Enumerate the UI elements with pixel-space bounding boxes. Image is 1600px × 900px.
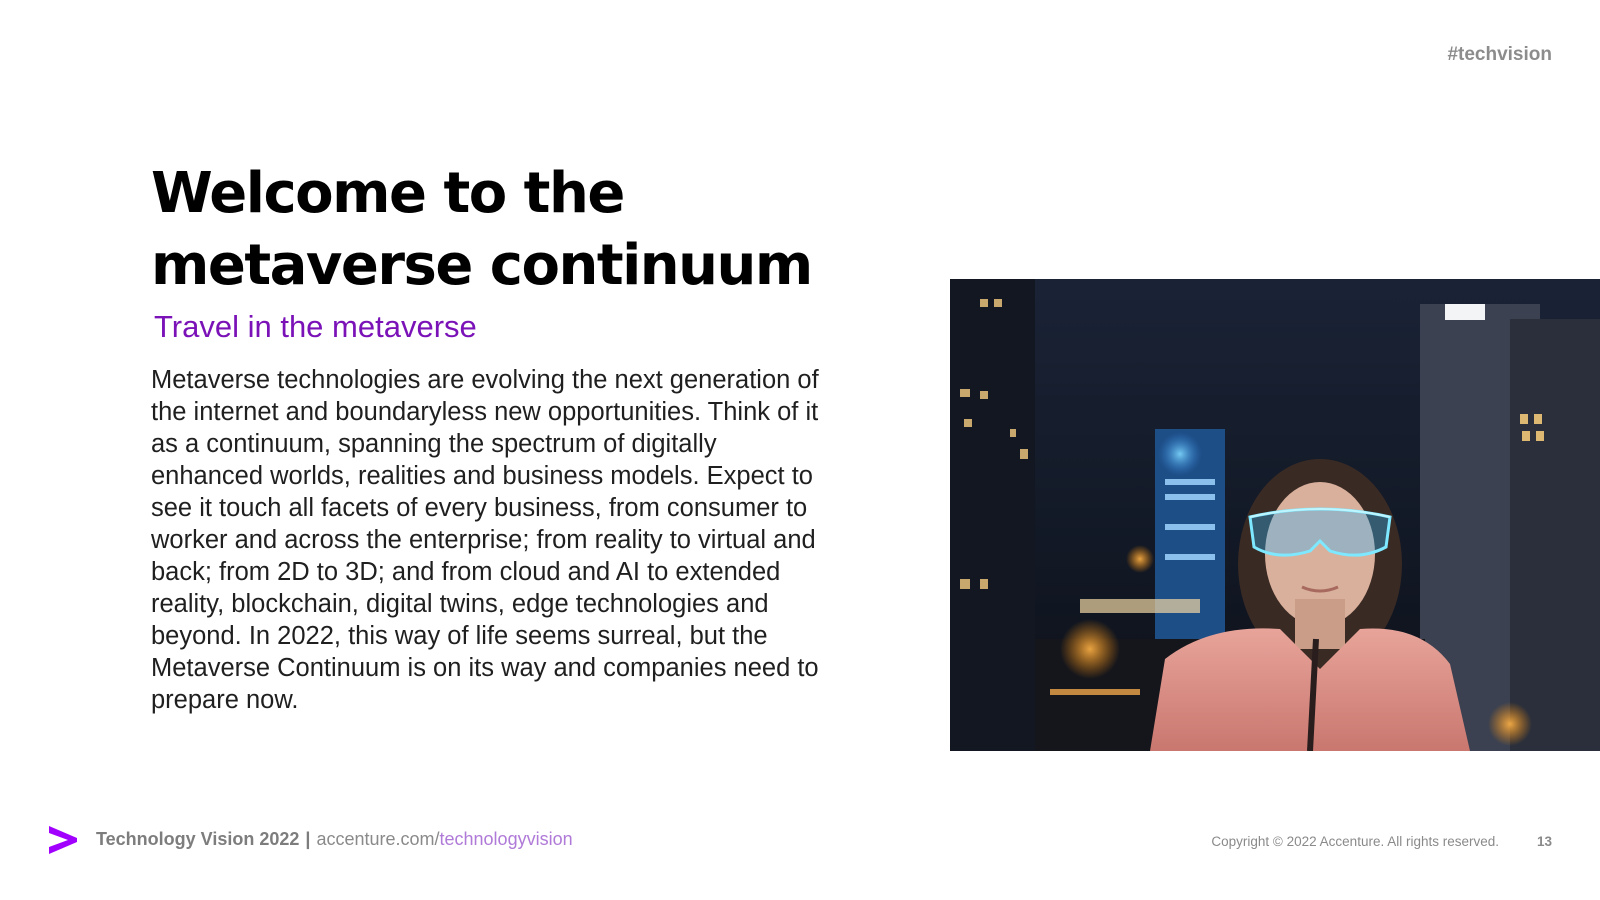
footer-brand: Technology Vision 2022 [96, 829, 300, 849]
slide-subtitle: Travel in the metaverse [154, 309, 477, 344]
link-prefix: accenture.com/ [316, 829, 440, 849]
copyright-notice: Copyright © 2022 Accenture. All rights reserved. [1211, 834, 1499, 849]
technology-vision-link[interactable] [316, 829, 572, 849]
slide-title-line-2: metaverse continuum [151, 233, 812, 298]
footer-separator: | [305, 829, 311, 849]
slide-title-line-1: Welcome to the [151, 161, 624, 226]
link-accent: technologyvision [439, 829, 573, 849]
accenture-logo-icon [48, 825, 78, 855]
slide-body-text: Metaverse technologies are evolving the next generation of the internet and boundaryless new opportunities. Think of it as a continuum, spanning the spectrum of digitally enhanced worlds, realities and business models. Expect to see it touch all facets of every business, from consumer to worker and across the enterprise; from reality to virtual and back; from 2D to 3D; and from cloud and AI to extended reality, blockchain, digital twins, edge technologies and beyond. In 2022, this way of life seems surreal, but the Metaverse Continuum is on its way and companies need to prepare now. [151, 366, 819, 714]
hero-photo [950, 279, 1600, 751]
footer-brand-line [96, 829, 573, 850]
hashtag-label: #techvision [1447, 44, 1552, 65]
page-number: 13 [1536, 834, 1552, 849]
slide-title [151, 158, 911, 302]
metaverse-woman-photo [950, 279, 1600, 751]
